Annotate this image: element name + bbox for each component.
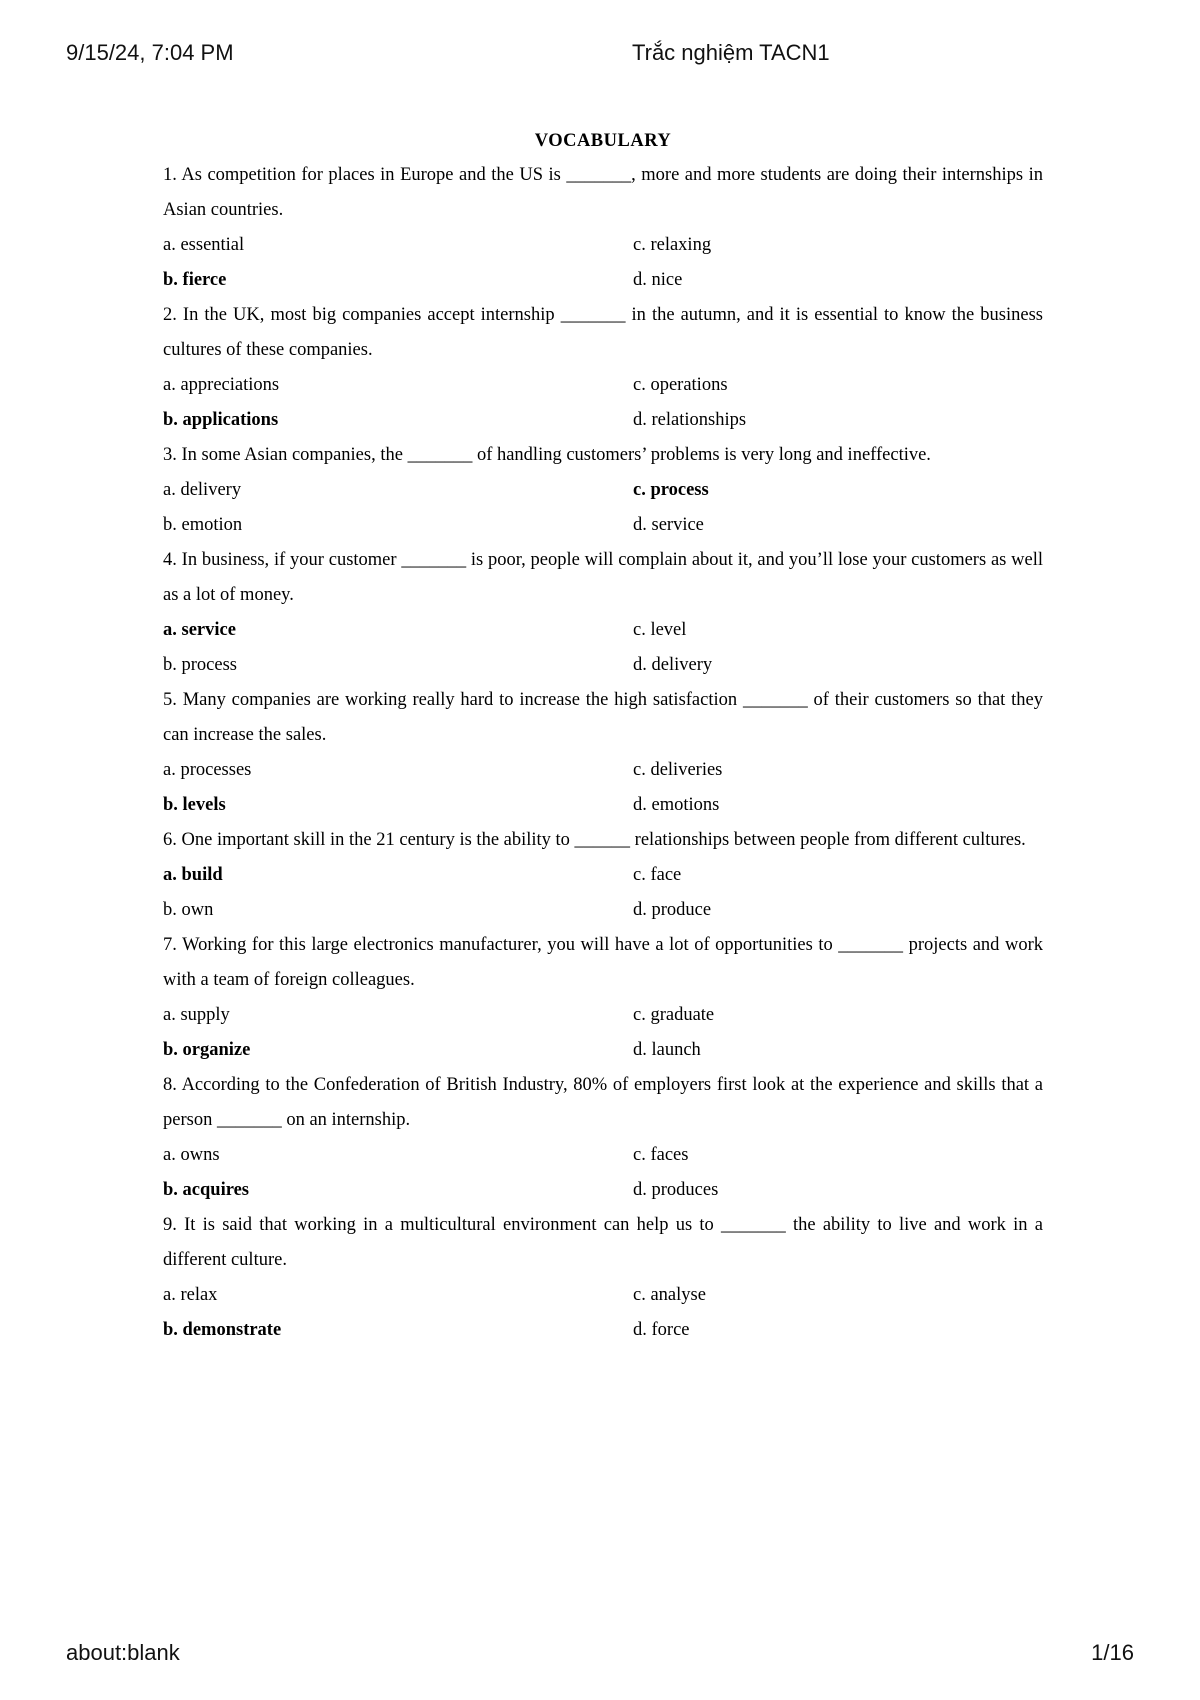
option-row <box>163 788 1043 823</box>
option-row <box>163 893 1043 928</box>
option-b-correct: b. applications <box>163 410 279 430</box>
print-title: Trắc nghiệm TACN1 <box>632 40 830 65</box>
question-text: 4. In business, if your customer _______ is poor, people will complain about it, and you’ll lose your customers as well as a lot of money. <box>163 550 1043 605</box>
section-title: VOCABULARY <box>534 131 672 151</box>
question-text: 9. It is said that working in a multicultural environment can help us to _______ the ability to live and work in a different culture. <box>163 1215 1043 1270</box>
option-c: c. analyse <box>633 1285 706 1305</box>
question-text: 6. One important skill in the 21 century is the ability to ______ relationships between people from different cultures. <box>163 830 1026 850</box>
option-row <box>163 858 1043 893</box>
question-text: 7. Working for this large electronics manufacturer, you will have a lot of opportunities to _______ projects and work with a team of foreign colleagues. <box>163 935 1043 990</box>
question <box>163 298 1043 438</box>
option-b-correct: b. levels <box>163 795 226 815</box>
option-c: c. faces <box>633 1145 689 1165</box>
option-b: b. own <box>163 900 214 920</box>
question <box>163 928 1043 1068</box>
option-a: a. relax <box>163 1285 218 1305</box>
question <box>163 158 1043 298</box>
print-footer <box>0 1640 1200 1670</box>
question-text: 1. As competition for places in Europe and the US is _______, more and more students are doing their internships in Asian countries. <box>163 165 1043 220</box>
option-d: d. launch <box>633 1040 701 1060</box>
option-b-correct: b. fierce <box>163 270 227 290</box>
option-c: c. relaxing <box>633 235 712 255</box>
option-row <box>163 508 1043 543</box>
option-row <box>163 613 1043 648</box>
option-d: d. produces <box>633 1180 719 1200</box>
option-a: a. owns <box>163 1145 220 1165</box>
option-a-correct: a. build <box>163 865 223 885</box>
option-b-correct: b. organize <box>163 1040 251 1060</box>
print-header <box>0 40 1200 70</box>
option-d: d. force <box>633 1320 690 1340</box>
option-a: a. supply <box>163 1005 230 1025</box>
option-row <box>163 403 1043 438</box>
option-row <box>163 1138 1043 1173</box>
option-a: a. processes <box>163 760 252 780</box>
question-text: 8. According to the Confederation of British Industry, 80% of employers first look at the experience and skills that a person _______ on an internship. <box>163 1075 1043 1130</box>
option-a: a. essential <box>163 235 245 255</box>
question-text: 2. In the UK, most big companies accept internship _______ in the autumn, and it is essential to know the business cultures of these companies. <box>163 305 1043 360</box>
question-text: 3. In some Asian companies, the _______ of handling customers’ problems is very long and ineffective. <box>163 445 931 465</box>
option-a: a. appreciations <box>163 375 280 395</box>
option-row <box>163 228 1043 263</box>
option-b: b. emotion <box>163 515 243 535</box>
document-body <box>163 124 1043 1348</box>
page-number: 1/16 <box>1091 1640 1134 1665</box>
option-d: d. nice <box>633 270 683 290</box>
option-row <box>163 263 1043 298</box>
option-row <box>163 753 1043 788</box>
option-c: c. deliveries <box>633 760 723 780</box>
question <box>163 823 1043 928</box>
question <box>163 1208 1043 1348</box>
option-d: d. produce <box>633 900 712 920</box>
option-c: c. level <box>633 620 687 640</box>
option-b-correct: b. demonstrate <box>163 1320 282 1340</box>
question <box>163 683 1043 823</box>
question <box>163 1068 1043 1208</box>
option-row <box>163 1278 1043 1313</box>
option-row <box>163 1173 1043 1208</box>
option-d: d. service <box>633 515 704 535</box>
option-c-correct: c. process <box>633 480 709 500</box>
option-c: c. graduate <box>633 1005 715 1025</box>
option-a-correct: a. service <box>163 620 236 640</box>
option-c: c. operations <box>633 375 728 395</box>
question <box>163 438 1043 543</box>
option-row <box>163 998 1043 1033</box>
option-b-correct: b. acquires <box>163 1180 250 1200</box>
option-row <box>163 473 1043 508</box>
option-a: a. delivery <box>163 480 242 500</box>
option-row <box>163 648 1043 683</box>
option-row <box>163 368 1043 403</box>
print-url: about:blank <box>66 1640 180 1665</box>
question <box>163 543 1043 683</box>
option-c: c. face <box>633 865 682 885</box>
option-row <box>163 1313 1043 1348</box>
option-row <box>163 1033 1043 1068</box>
option-d: d. relationships <box>633 410 747 430</box>
option-d: d. emotions <box>633 795 720 815</box>
option-d: d. delivery <box>633 655 713 675</box>
question-text: 5. Many companies are working really hard to increase the high satisfaction _______ of their customers so that they can increase the sales. <box>163 690 1043 745</box>
option-b: b. process <box>163 655 237 675</box>
print-datetime: 9/15/24, 7:04 PM <box>66 40 234 65</box>
